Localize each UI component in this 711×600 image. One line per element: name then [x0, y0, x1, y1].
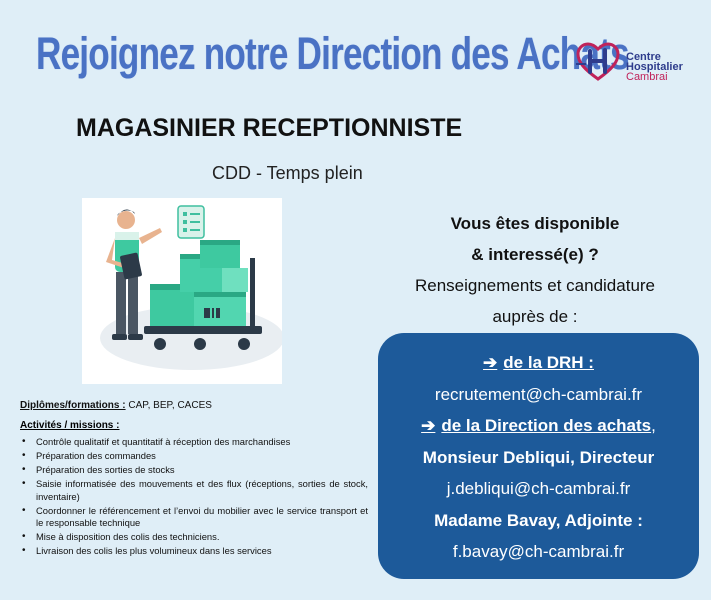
list-item: • Livraison des colis les plus volumineux dans les services	[36, 545, 368, 558]
ask-line-from: auprès de :	[492, 307, 578, 326]
contact-box	[378, 333, 699, 579]
activities-heading: Activités / missions :	[20, 420, 120, 431]
list-item: • Saisie informatisée des mouvements et des flux (réceptions, sorties de stock, inventaire)	[36, 478, 368, 503]
deputy-email-link[interactable]: f.bavay@ch-cambrai.fr	[452, 542, 625, 561]
arrow-right-icon: ➔	[483, 353, 498, 372]
achats-suffix: ,	[651, 416, 656, 435]
job-title: MAGASINIER RECEPTIONNISTE	[76, 114, 463, 142]
availability-prompt	[400, 208, 670, 332]
arrow-right-icon: ➔	[421, 416, 436, 435]
qualifications-value: CAP, BEP, CACES	[125, 400, 212, 411]
director-name: Monsieur Debliqui, Directeur	[422, 447, 655, 467]
contact-drh-heading	[378, 347, 699, 379]
drh-email-link[interactable]: recrutement@ch-cambrai.fr	[434, 384, 643, 404]
hospital-heart-h-icon	[576, 42, 620, 82]
list-item: • Préparation des sorties de stocks	[36, 464, 368, 477]
drh-label: de la DRH :	[503, 353, 594, 372]
activities-list	[20, 436, 368, 559]
list-item: • Préparation des commandes	[36, 450, 368, 463]
list-item: • Contrôle qualitatif et quantitatif à réception des marchandises	[36, 436, 368, 449]
qualifications	[20, 400, 212, 411]
contract-type: CDD - Temps plein	[212, 163, 363, 183]
ask-line-interested: & interessé(e) ?	[471, 245, 599, 264]
warehouse-illustration-graphic	[82, 198, 282, 384]
logo-line-centre: Centre	[626, 51, 661, 63]
ask-line-info: Renseignements et candidature	[414, 276, 656, 295]
list-item: • Mise à disposition des colis des techniciens.	[36, 531, 368, 544]
qualifications-label: Diplômes/formations :	[20, 400, 126, 411]
page-headline: Rejoignez notre Direction des Achats	[36, 28, 629, 79]
logo-line-hospitalier: Hospitalier	[626, 61, 683, 73]
hospital-logo	[576, 40, 701, 88]
warehouse-worker-illustration	[82, 198, 282, 384]
ask-line-available: Vous êtes disponible	[450, 214, 620, 233]
deputy-name: Madame Bavay, Adjointe :	[434, 510, 643, 530]
contact-achats-heading	[378, 410, 699, 442]
list-item: • Coordonner le référencement et l’envoi du mobilier avec le service transport et le responsable technique	[36, 505, 368, 530]
logo-line-cambrai: Cambrai	[626, 71, 668, 83]
director-email-link[interactable]: j.debliqui@ch-cambrai.fr	[446, 479, 631, 498]
achats-label: de la Direction des achats	[441, 416, 652, 435]
